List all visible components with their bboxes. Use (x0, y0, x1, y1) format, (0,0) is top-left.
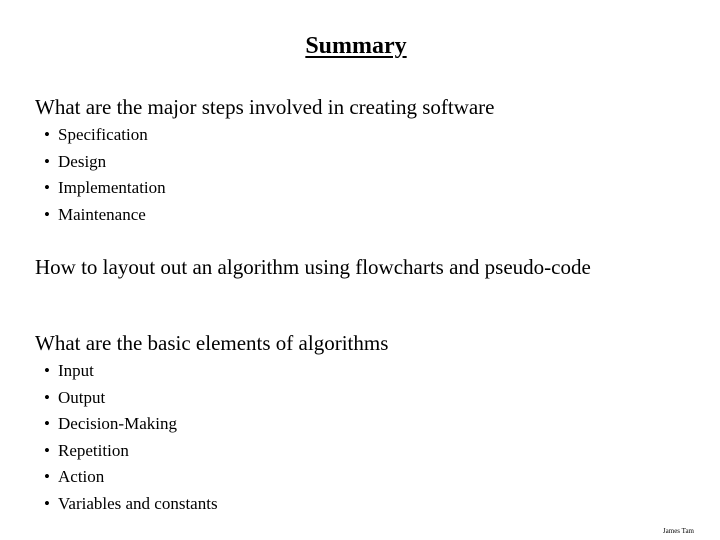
list-item: • Design (44, 149, 166, 176)
bullet-icon: • (44, 467, 50, 486)
bullet-icon: • (44, 178, 50, 197)
bullet-list-steps (44, 122, 166, 228)
bullet-icon: • (44, 361, 50, 380)
list-item: • Implementation (44, 175, 166, 202)
list-item: • Repetition (44, 438, 218, 465)
list-item: • Decision-Making (44, 411, 218, 438)
list-item: • Output (44, 385, 218, 412)
bullet-icon: • (44, 493, 50, 513)
bullet-list-elements (44, 358, 218, 517)
list-item: • Specification (44, 122, 166, 149)
bullet-icon: • (44, 440, 50, 460)
bullet-icon: • (44, 387, 50, 407)
bullet-icon: • (44, 414, 50, 433)
list-item: • Variables and constants (44, 491, 218, 518)
bullet-icon: • (44, 151, 50, 171)
section-heading-elements: What are the basic elements of algorithms (35, 331, 389, 355)
section-heading-steps: What are the major steps involved in creating software (35, 95, 495, 119)
bullet-icon: • (44, 125, 50, 144)
footer-author: James Tam (662, 527, 694, 535)
list-item: • Maintenance (44, 202, 166, 229)
list-item: • Input (44, 358, 218, 385)
bullet-icon: • (44, 204, 50, 224)
list-item: • Action (44, 464, 218, 491)
slide-title: Summary (305, 33, 407, 59)
section-heading-algorithm-layout: How to layout out an algorithm using flowcharts and pseudo-code (35, 255, 591, 279)
